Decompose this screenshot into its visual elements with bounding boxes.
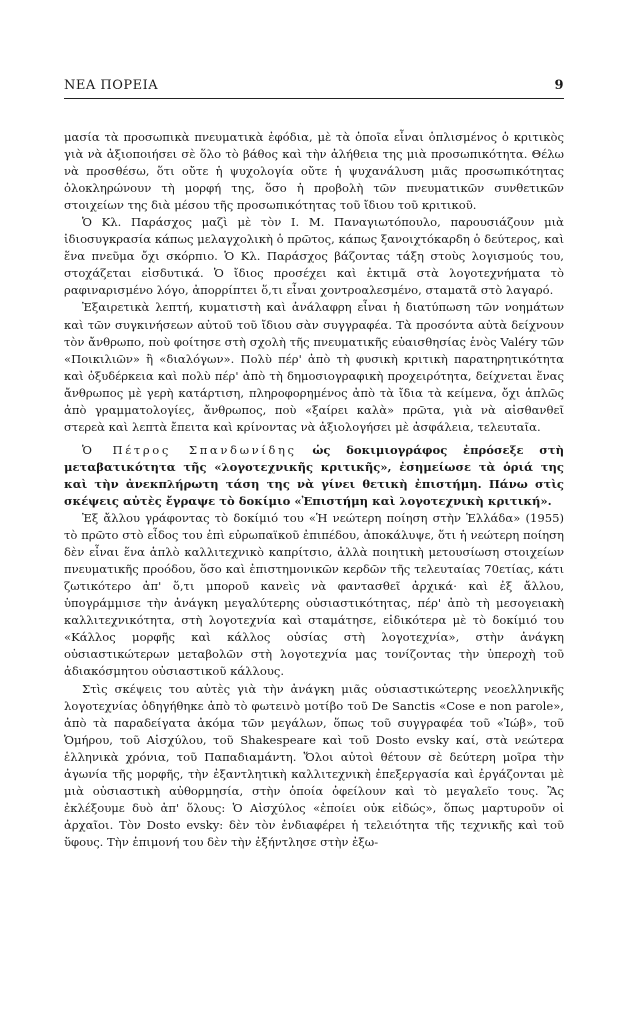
paragraph-paraschos: Ὁ Κλ. Παράσχος μαζὶ μὲ τὸν Ι. Μ. Παναγιωτόπουλο, παρουσιάζουν μιὰ ἰδιοσυγκρασία κάπως μελαγχολικὴ ὁ πρῶτος, κάπως ξανοιχτόκαρδη ὁ δεύτερος, καὶ ἕνα πνεῦμα ὄχι σκόρπιο. Ὁ Κλ. Παράσχος βάζοντας τάξη στοὺς λογισμούς του, στοχάζεται εἰσδυτικά. Ὁ ἴδιος προσέχει καὶ ἐκτιμᾶ στὰ λογοτεχνήματα τὸ ραφιναρισμένο λόγο, ἀπορρίπτει ὅ,τι εἶναι χοντροαλεσμένο, σταματᾶ στὸ λαγαρό. [64, 215, 564, 298]
running-header [64, 78, 564, 99]
article-body [64, 129, 564, 851]
paragraph-spandonidis [64, 442, 564, 510]
paragraph-style: Ἐξαιρετικὰ λεπτή, κυματιστὴ καὶ ἀνάλαφρη εἶναι ἡ διατύπωση τῶν νοημάτων καὶ τῶν συγκινήσεων αὐτοῦ τοῦ ἴδιου σὰν συγγραφέα. Τὰ προσόντα αὐτὰ δείχνουν τὸν ἄνθρωπο, ποὺ φοίτησε στὴ σχολὴ τῆς πνευματικῆς εὐαισθησίας ἑνὸς Valéry τῶν «Ποικιλιῶν» ἢ «διαλόγων». Πολὺ πέρ' ἀπὸ τὴ φυσικὴ κριτικὴ παρατηρητικότητα καὶ ὀξυδέρκεια καὶ πολὺ πέρ' ἀπὸ τὴ δημοσιογραφικὴ προχειρότητα, δείχνεται ἕνας ἄνθρωπος μὲ γερὴ κατάρτιση, πληροφορημένος ἀπὸ τὰ ἴδια τὰ κείμενα, ὄχι ἁπλῶς ἀπὸ γραμματολογίες, ἄνθρωπος, ποὺ «ξαίρει καλὰ» πρῶτα, γιὰ νὰ αἰσθανθεῖ στερεὰ καὶ λεπτὰ ἔπειτα καὶ κρίνοντας νὰ ἀξιολογήσει μὲ ἀσφάλεια, τελευταῖα. [64, 300, 564, 434]
paragraph-essential-literature: Στὶς σκέψεις του αὐτὲς γιὰ τὴν ἀνάγκη μιᾶς οὐσιαστικώτερης νεοελληνικῆς λογοτεχνίας ὁδηγήθηκε ἀπὸ τὸ φωτεινὸ μοτίβο τοῦ De Sanctis «Cose e non parole», ἀπὸ τὰ παραδείγατα ἀκόμα τῶν μεγάλων, ὅπως τοῦ συγγραφέα τοῦ «Ἰώβ», τοῦ Ὁμήρου, τοῦ Αἰσχύλου, τοῦ Shakespeare καὶ τοῦ Dosto evsky καί, στὰ νεώτερα ἑλληνικὰ χρόνια, τοῦ Παπαδιαμάντη. Ὅλοι αὐτοὶ θέτουν σὲ δεύτερη μοῖρα τὴν ἀγωνία τῆς μορφῆς, τὴν ἐξαντλητικὴ καλλιτεχνικὴ ἐπεξεργασία καὶ ἐργάζονται μὲ μιὰ οὐσιαστικὴ αὐθορμησία, στὴν ὁποία ὀφείλουν καὶ τὸ μεγαλεῖο τους. Ἂς ἐκλέξουμε δυὸ ἀπ' ὅλους: Ὁ Αἰσχύλος «ἐποίει οὐκ εἰδώς», ὅπως μαρτυροῦν οἱ ἀρχαῖοι. Τὸν Dosto evsky: δὲν τὸν ἐνδιαφέρει ἡ τελειότητα τῆς τεχνικῆς καὶ τοῦ ὕφους. Τὴν ἐπιμονή του δὲν τὴν ἐξήντλησε στὴν ἐξω- [64, 681, 564, 849]
paragraph-continuation: μασία τὰ προσωπικὰ πνευματικὰ ἐφόδια, μὲ τὰ ὁποῖα εἶναι ὁπλισμένος ὁ κριτικὸς γιὰ νὰ ἀξιοποιήσει σὲ ὅλο τὸ βάθος καὶ τὴν ἀλήθεια της μιὰ προσωπικότητα. Θέλω νὰ προσθέσω, ὅτι οὔτε ἡ ψυχολογία οὔτε ἡ ψυχανάλυση μιᾶς προσωπικότητας ὁλοκληρώνουν τὴ μορφή της, ὅσο ἡ προβολὴ τῶν πνευματικῶν συνθετικῶν στοιχείων της διὰ μέσου τῆς προσωπικότητας τοῦ ἴδιου τοῦ κριτικοῦ. [64, 130, 564, 213]
author-name-spaced: Ὁ Πέτρος Σπανδωνίδης [82, 442, 297, 457]
running-title: ΝΕΑ ΠΟΡΕΙΑ [64, 78, 159, 93]
paragraph-modern-poetry: Ἐξ ἄλλου γράφοντας τὸ δοκίμιό του «Ἡ νεώτερη ποίηση στὴν Ἑλλάδα» (1955) τὸ πρῶτο στὸ εἶδος του ἐπὶ εὐρωπαϊκοῦ ἐπιπέδου, ἀποκάλυψε, ὅτι ἡ νεώτερη ποίηση δὲν εἶναι ἕνα ἁπλὸ καλλιτεχνικὸ καπρίτσιο, ἀλλὰ ποιητικὴ μετουσίωση στοιχείων πνευματικῆς προόδου, ὅσο καὶ ἐπιστημονικῶν κερδῶν τῆς τελευταίας 70ετίας, κάτι ζωτικότερο ἀπ' ὅ,τι μποροῦ κανεὶς νὰ φαντασθεῖ ἀρχικά· καὶ ἐξ ἄλλου, ὑπογράμμισε τὴν ἀνάγκη μεγαλύτερης οὐσιαστικότητας, πέρ' ἀπὸ τὴ μεσογειακὴ καλλιτεχνικότητα, στὴ λογοτεχνία καὶ σταμάτησε, εἰδικότερα μὲ τὸ δοκίμιό του «Κάλλος μορφῆς καὶ κάλλος οὐσίας στὴ λογοτεχνία», στὴν ἀνάγκη οὐσιαστικώτερων μεταβολῶν στὴ λογοτεχνία μας τονίζοντας τὴν ὑπεροχὴ τοῦ ἀδιακόσμητου οὐσιαστικοῦ κάλλους. [64, 511, 564, 679]
paragraph-spandonidis-text: ὡς δοκιμιογράφος ἐπρόσεξε στὴ μεταβατικότητα τῆς «λογοτεχνικῆς κριτικῆς», ἐσημείωσε τὰ ὁριά της καὶ τὴν ἀνεκπλήρωτη τάση της νὰ γίνει θετικὴ ἐπιστήμη. Πάνω στὶς σκέψεις αὐτὲς ἔγραψε τὸ δοκίμιο «Ἐπιστήμη καὶ λογοτεχνικὴ κριτική». [64, 442, 564, 508]
document-page [64, 78, 564, 851]
page-number: 9 [554, 78, 564, 93]
